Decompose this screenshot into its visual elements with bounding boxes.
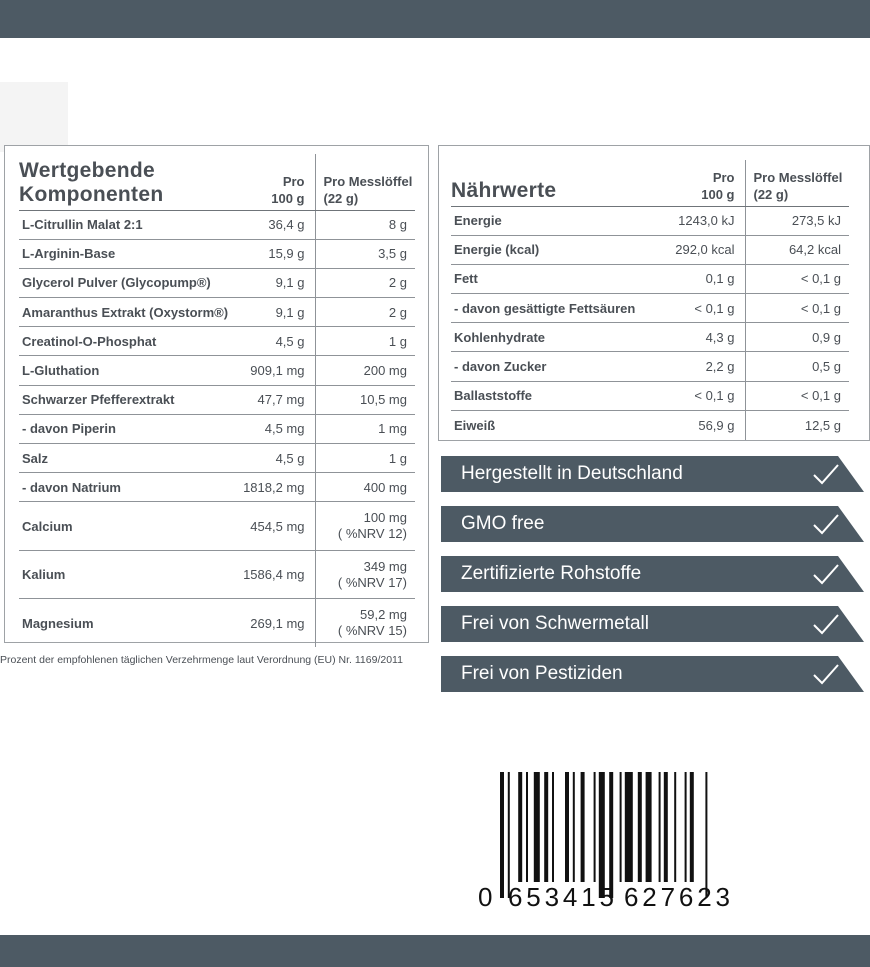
components-header-row: [19, 154, 415, 210]
row-per100: 4,5 g: [239, 444, 315, 473]
table-row: [451, 294, 849, 323]
components-title: [19, 154, 239, 210]
table-row: [19, 327, 415, 356]
table-row: [19, 268, 415, 297]
row-per100: 4,5 g: [239, 327, 315, 356]
row-name: - davon Zucker: [451, 352, 656, 381]
check-icon: [811, 512, 841, 536]
barcode-bar: [638, 772, 642, 882]
barcode-bar: [599, 772, 605, 898]
row-scoop: 2 g: [315, 298, 415, 327]
barcode-bar: [573, 772, 575, 882]
badge-gmo-free: [441, 506, 864, 542]
barcode-bar: [659, 772, 661, 882]
badge-label: Hergestellt in Deutschland: [461, 463, 683, 484]
row-scoop: 0,9 g: [745, 323, 849, 352]
row-per100: < 0,1 g: [656, 381, 745, 410]
row-name: - davon Natrium: [19, 473, 239, 502]
row-name: - davon gesättigte Fettsäuren: [451, 294, 656, 323]
row-name: Kohlenhydrate: [451, 323, 656, 352]
badge-certified-ingredients: [441, 556, 864, 592]
barcode-digit-first: 0: [478, 882, 493, 912]
footnote: Prozent der empfohlenen täglichen Verzehrmenge laut Verordnung (EU) Nr. 1169/2011: [0, 654, 403, 666]
nutrition-col-scoop-l1: Pro Messlöffel: [753, 169, 843, 185]
barcode-group1: 653415: [508, 882, 614, 912]
row-per100: 0,1 g: [656, 264, 745, 293]
check-icon: [811, 462, 841, 486]
nutrition-header-row: [451, 160, 849, 206]
row-per100: 2,2 g: [656, 352, 745, 381]
row-per100: 1243,0 kJ: [656, 206, 745, 235]
nutrition-col-scoop: [745, 160, 849, 206]
row-scoop: 3,5 g: [315, 239, 415, 268]
badge-label: Zertifizierte Rohstoffe: [461, 563, 642, 584]
row-nrv: ( %NRV 15): [337, 623, 407, 639]
row-name: Calcium: [19, 502, 239, 551]
row-scoop-value: 100 mg: [363, 510, 407, 526]
row-name: Creatinol-O-Phosphat: [19, 327, 239, 356]
barcode-bar: [685, 772, 687, 882]
row-scoop: 0,5 g: [745, 352, 849, 381]
table-row: [19, 444, 415, 473]
row-per100: 292,0 kcal: [656, 235, 745, 264]
table-row: [19, 298, 415, 327]
table-row: [451, 410, 849, 439]
row-per100: 4,5 mg: [239, 414, 315, 443]
components-col-scoop: [315, 154, 415, 210]
barcode-bar: [565, 772, 569, 882]
row-scoop: 1 mg: [315, 414, 415, 443]
row-name: Fett: [451, 264, 656, 293]
table-row: [451, 206, 849, 235]
row-scoop: [315, 502, 415, 551]
row-scoop: < 0,1 g: [745, 294, 849, 323]
barcode-bar: [664, 772, 668, 882]
components-col-per100-l1: Pro: [282, 173, 305, 189]
badge-heavy-metal-free: [441, 606, 864, 642]
badge-label: GMO free: [461, 513, 545, 534]
row-name: - davon Piperin: [19, 414, 239, 443]
components-panel: [4, 145, 429, 643]
barcode-bar: [620, 772, 622, 882]
row-scoop-value: 349 mg: [363, 558, 407, 574]
row-scoop: 10,5 mg: [315, 385, 415, 414]
barcode-bar: [690, 772, 694, 882]
badge-pesticide-free: [441, 656, 864, 692]
row-per100: 1586,4 mg: [239, 550, 315, 599]
barcode-bar: [646, 772, 652, 882]
barcode-bar: [609, 772, 613, 898]
badge-label: Frei von Schwermetall: [461, 613, 649, 634]
table-row: [451, 352, 849, 381]
background-shape: [0, 82, 68, 152]
row-scoop: < 0,1 g: [745, 264, 849, 293]
row-name: Amaranthus Extrakt (Oxystorm®): [19, 298, 239, 327]
check-icon: [811, 662, 841, 686]
row-name: Ballaststoffe: [451, 381, 656, 410]
row-name: Energie (kcal): [451, 235, 656, 264]
row-scoop: 1 g: [315, 444, 415, 473]
table-row: [19, 599, 415, 648]
table-row: [19, 356, 415, 385]
row-scoop: < 0,1 g: [745, 381, 849, 410]
barcode-bar: [594, 772, 596, 882]
row-scoop: 273,5 kJ: [745, 206, 849, 235]
bottom-band: [0, 935, 870, 967]
row-per100: 56,9 g: [656, 410, 745, 439]
barcode-bar: [500, 772, 504, 898]
row-per100: 36,4 g: [239, 210, 315, 239]
barcode-bar: [552, 772, 554, 882]
row-per100: < 0,1 g: [656, 294, 745, 323]
row-per100: 9,1 g: [239, 298, 315, 327]
row-per100: 47,7 mg: [239, 385, 315, 414]
row-scoop: [315, 550, 415, 599]
row-scoop: 2 g: [315, 268, 415, 297]
barcode-group2: 627623: [624, 882, 730, 912]
barcode-bar: [518, 772, 522, 882]
row-scoop-value: 59,2 mg: [360, 607, 407, 623]
table-row: [19, 385, 415, 414]
row-per100: 909,1 mg: [239, 356, 315, 385]
table-row: [19, 239, 415, 268]
barcode-bars: [500, 772, 707, 898]
row-nrv: ( %NRV 12): [337, 526, 407, 542]
barcode-bar: [544, 772, 548, 882]
barcode-bar: [526, 772, 528, 882]
table-row: [451, 235, 849, 264]
row-name: Eiweiß: [454, 417, 496, 433]
row-scoop: 8 g: [315, 210, 415, 239]
table-row: [451, 381, 849, 410]
components-title-line2: Komponenten: [19, 182, 164, 206]
nutrition-title: Nährwerte: [451, 160, 656, 206]
table-row: [451, 323, 849, 352]
row-name: Salz: [19, 444, 239, 473]
row-scoop: 64,2 kcal: [745, 235, 849, 264]
nutrition-panel: [438, 145, 870, 441]
row-scoop: 400 mg: [315, 473, 415, 502]
row-name: L-Citrullin Malat 2:1: [19, 210, 239, 239]
row-scoop: [315, 599, 415, 648]
row-per100: 1818,2 mg: [239, 473, 315, 502]
nutrition-col-scoop-l2: (22 g): [753, 186, 789, 202]
row-per100: 15,9 g: [239, 239, 315, 268]
barcode-bar: [508, 772, 510, 898]
row-name: Energie: [451, 206, 656, 235]
table-row: [19, 210, 415, 239]
components-col-per100: [239, 154, 315, 210]
nutrition-col-per100-l1: Pro: [712, 169, 735, 185]
row-per100: 454,5 mg: [239, 502, 315, 551]
components-title-line1: Wertgebende: [19, 158, 155, 182]
row-name: Kalium: [19, 550, 239, 599]
components-table: [19, 154, 415, 647]
row-name: Schwarzer Pfefferextrakt: [19, 385, 239, 414]
barcode-bar: [625, 772, 633, 882]
components-col-scoop-l1: Pro Messlöffel: [323, 173, 413, 189]
row-per100: 4,3 g: [656, 323, 745, 352]
table-row: [19, 502, 415, 551]
check-icon: [811, 562, 841, 586]
barcode-bar: [581, 772, 585, 882]
row-name: Magnesium: [22, 615, 94, 631]
table-row: [19, 473, 415, 502]
barcode: [470, 766, 770, 916]
components-col-scoop-l2: (22 g): [323, 190, 359, 206]
nutrition-col-per100: [656, 160, 745, 206]
badge-label: Frei von Pestiziden: [461, 663, 623, 684]
top-band: [0, 0, 870, 38]
row-per100: 269,1 mg: [239, 599, 315, 648]
components-col-per100-l2: 100 g: [271, 190, 305, 206]
row-nrv: ( %NRV 17): [337, 574, 407, 590]
table-row: [19, 414, 415, 443]
barcode-bar: [534, 772, 540, 882]
row-scoop: 12,5 g: [804, 417, 841, 433]
check-icon: [811, 612, 841, 636]
row-scoop: 200 mg: [315, 356, 415, 385]
badge-made-in-germany: [441, 456, 864, 492]
row-scoop: 1 g: [315, 327, 415, 356]
barcode-bar: [674, 772, 676, 882]
nutrition-table: [451, 160, 849, 440]
table-row: [19, 550, 415, 599]
barcode-bar: [705, 772, 707, 898]
row-name: L-Arginin-Base: [19, 239, 239, 268]
row-per100: 9,1 g: [239, 268, 315, 297]
table-row: [451, 264, 849, 293]
row-name: Glycerol Pulver (Glycopump®): [19, 268, 239, 297]
nutrition-col-per100-l2: 100 g: [701, 186, 735, 202]
row-name: L-Gluthation: [19, 356, 239, 385]
